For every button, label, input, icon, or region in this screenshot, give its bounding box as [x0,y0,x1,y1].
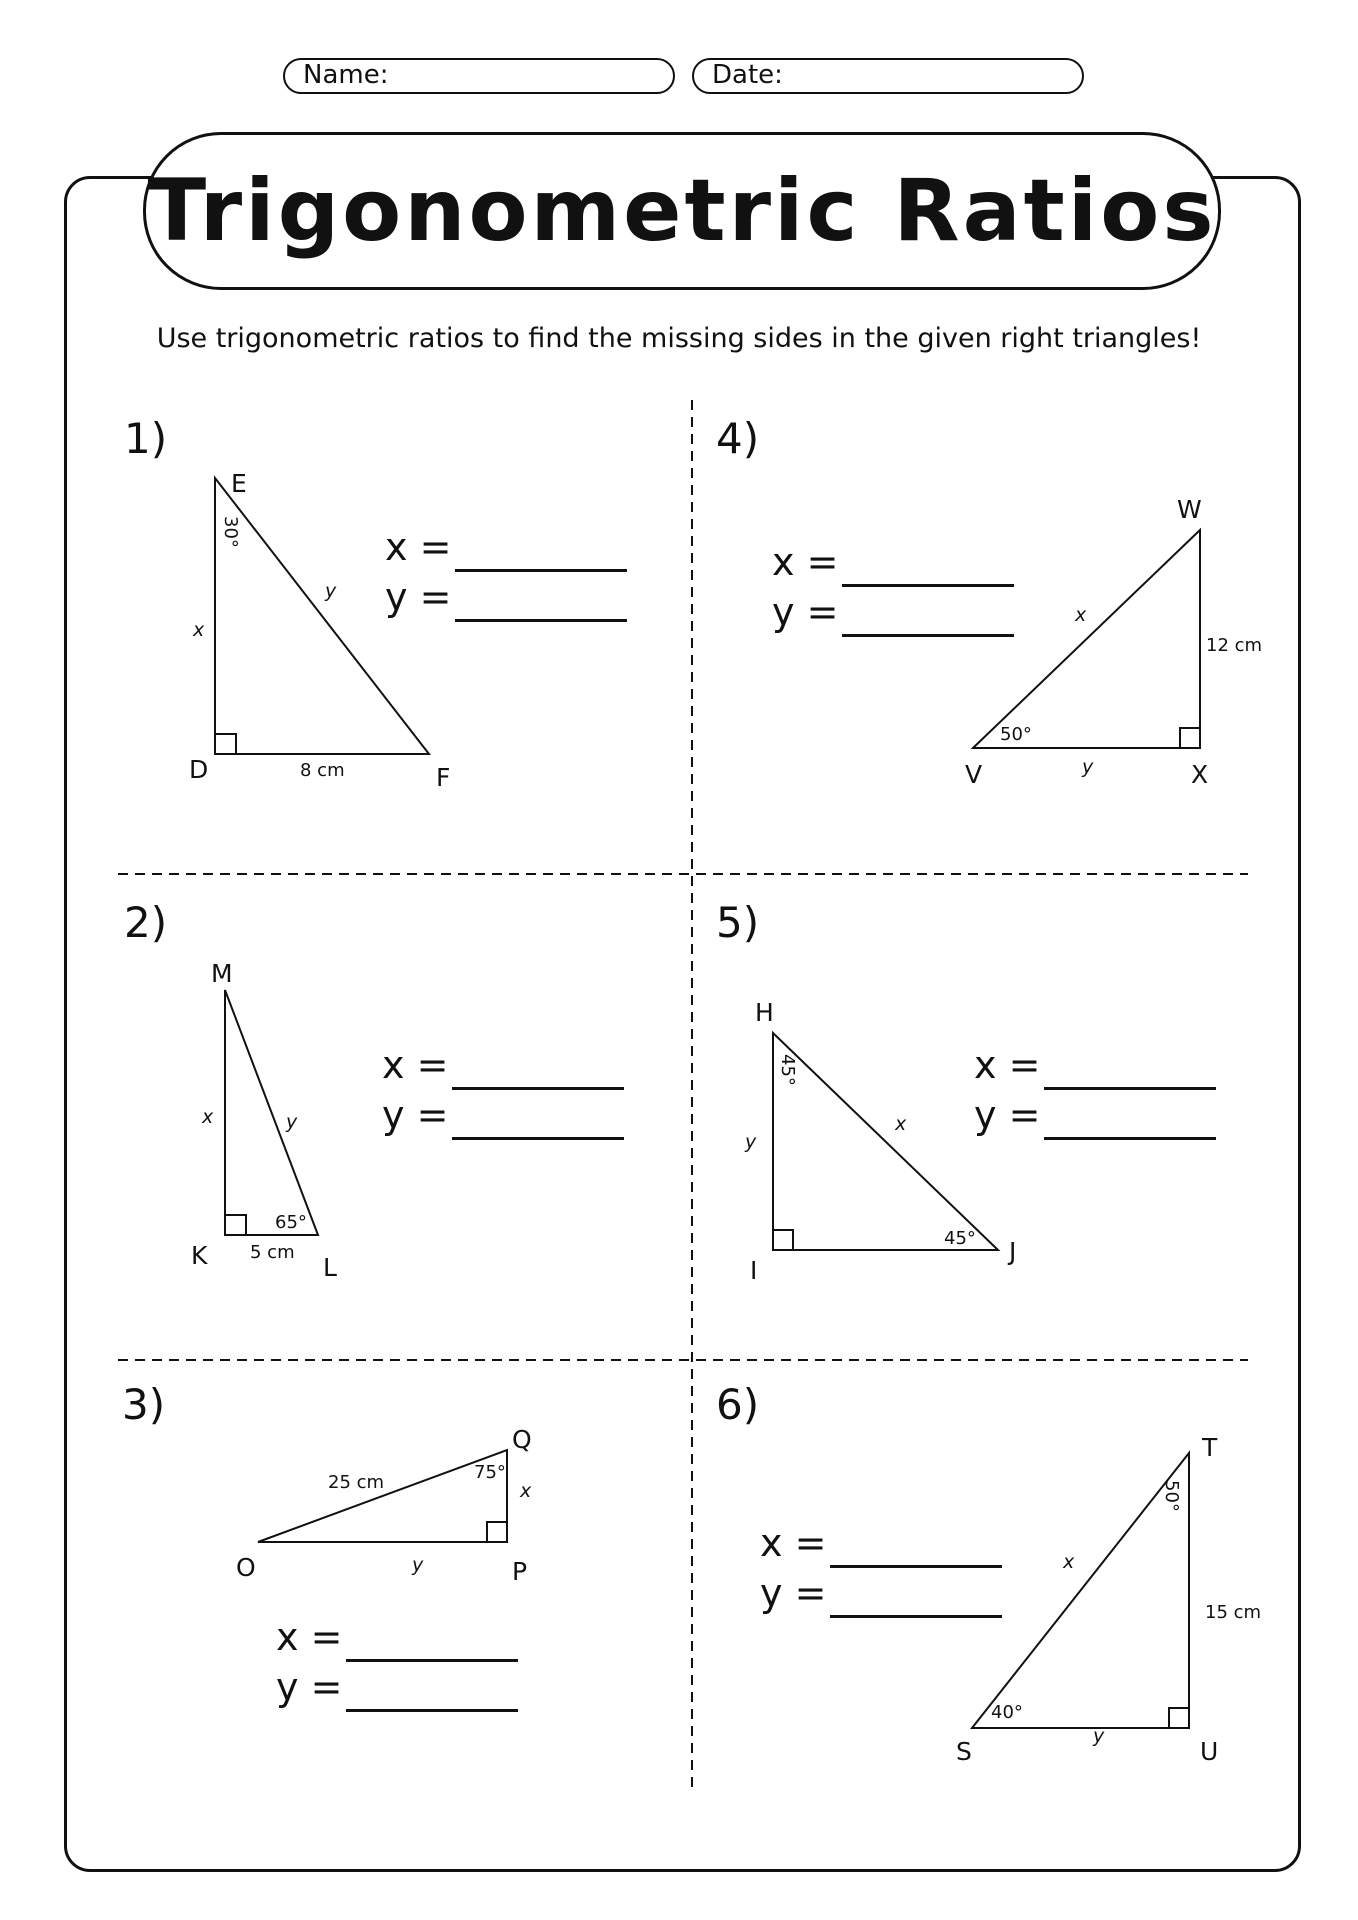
vertex-E: E [231,469,247,498]
answer-y-label: y = [276,1665,343,1709]
side-label-12cm: 12 cm [1206,635,1263,656]
answer-y-blank[interactable] [452,1103,624,1140]
angle-label-3: 75° [474,1462,506,1483]
answer-x-row[interactable] [772,537,1014,587]
instructions: Use trigonometric ratios to find the missing sides in the given right triangles! [156,323,1202,354]
answers-1 [385,522,627,622]
answer-x-row[interactable] [382,1040,624,1090]
answers-3 [276,1612,518,1712]
answers-4 [772,537,1014,637]
answers-2 [382,1040,624,1140]
vertex-P: P [512,1557,528,1586]
date-label: Date: [712,60,783,90]
side-label-25cm: 25 cm [328,1472,385,1493]
vertex-X: X [1191,760,1209,789]
answer-x-blank[interactable] [455,535,627,572]
answer-y-label: y = [385,575,452,619]
vertex-T: T [1202,1433,1218,1462]
vertex-W: W [1177,495,1202,524]
vertex-U: U [1200,1737,1219,1766]
answer-x-label: x = [385,525,452,569]
side-x-3: x [520,1480,532,1502]
side-x-2: x [202,1106,214,1128]
answer-x-label: x = [772,540,839,584]
answer-y-blank[interactable] [1044,1103,1216,1140]
vertex-M: M [211,959,233,988]
angle-label-6a: 50° [1161,1480,1182,1512]
vertex-V: V [965,760,983,789]
triangle-6 [972,1453,1189,1728]
answer-x-label: x = [760,1521,827,1565]
side-y-3: y [412,1554,424,1576]
triangle-5 [773,1033,998,1250]
page-title: Trigonometric Ratios [147,161,1217,261]
triangle-3 [258,1450,507,1542]
side-label-15cm: 15 cm [1205,1602,1262,1623]
answer-x-label: x = [382,1043,449,1087]
answer-x-blank[interactable] [452,1053,624,1090]
vertex-O: O [236,1553,256,1582]
answer-x-label: x = [276,1615,343,1659]
answer-y-label: y = [382,1093,449,1137]
angle-label-1: 30° [220,516,241,548]
answer-y-blank[interactable] [346,1675,518,1712]
side-x-6: x [1063,1551,1075,1573]
angle-label-5a: 45° [777,1054,798,1086]
side-y-1: y [325,580,337,602]
answer-y-blank[interactable] [455,585,627,622]
answer-x-row[interactable] [385,522,627,572]
answer-y-row[interactable] [760,1568,1002,1618]
name-label: Name: [303,60,389,90]
side-y-5: y [745,1131,757,1153]
answer-y-row[interactable] [385,572,627,622]
side-x-1: x [193,619,205,641]
answer-x-blank[interactable] [346,1625,518,1662]
answer-x-blank[interactable] [842,550,1014,587]
side-label-5cm: 5 cm [250,1242,295,1263]
answer-y-row[interactable] [382,1090,624,1140]
vertex-I: I [750,1256,758,1285]
side-x-4: x [1075,604,1087,626]
angle-label-5b: 45° [944,1228,976,1249]
answer-x-blank[interactable] [1044,1053,1216,1090]
problem-number-3: 3) [122,1380,166,1429]
answer-y-blank[interactable] [830,1581,1002,1618]
side-y-6: y [1093,1725,1105,1747]
vertex-J: J [1009,1237,1017,1266]
problem-number-1: 1) [124,414,168,463]
answer-y-label: y = [760,1571,827,1615]
problem-number-5: 5) [716,898,760,947]
vertex-K: K [191,1241,208,1270]
vertex-L: L [323,1253,337,1282]
answer-y-row[interactable] [772,587,1014,637]
answer-x-row[interactable] [974,1040,1216,1090]
angle-label-4: 50° [1000,724,1032,745]
answer-y-blank[interactable] [842,600,1014,637]
problem-number-4: 4) [716,414,760,463]
problem-number-2: 2) [124,898,168,947]
side-y-2: y [286,1111,298,1133]
angle-label-6b: 40° [991,1702,1023,1723]
answer-y-label: y = [974,1093,1041,1137]
answer-y-label: y = [772,590,839,634]
vertex-D: D [189,755,209,784]
side-y-4: y [1082,756,1094,778]
answer-y-row[interactable] [974,1090,1216,1140]
answer-x-label: x = [974,1043,1041,1087]
vertex-S: S [956,1737,972,1766]
answers-6 [760,1518,1002,1618]
side-x-5: x [895,1113,907,1135]
vertex-H: H [755,998,774,1027]
problem-number-6: 6) [716,1380,760,1429]
answer-x-blank[interactable] [830,1531,1002,1568]
answers-5 [974,1040,1216,1140]
triangle-2 [225,990,318,1235]
vertex-Q: Q [512,1425,532,1454]
vertex-F: F [436,763,451,792]
angle-label-2: 65° [275,1212,307,1233]
side-label-8cm: 8 cm [300,760,345,781]
answer-y-row[interactable] [276,1662,518,1712]
answer-x-row[interactable] [760,1518,1002,1568]
answer-x-row[interactable] [276,1612,518,1662]
